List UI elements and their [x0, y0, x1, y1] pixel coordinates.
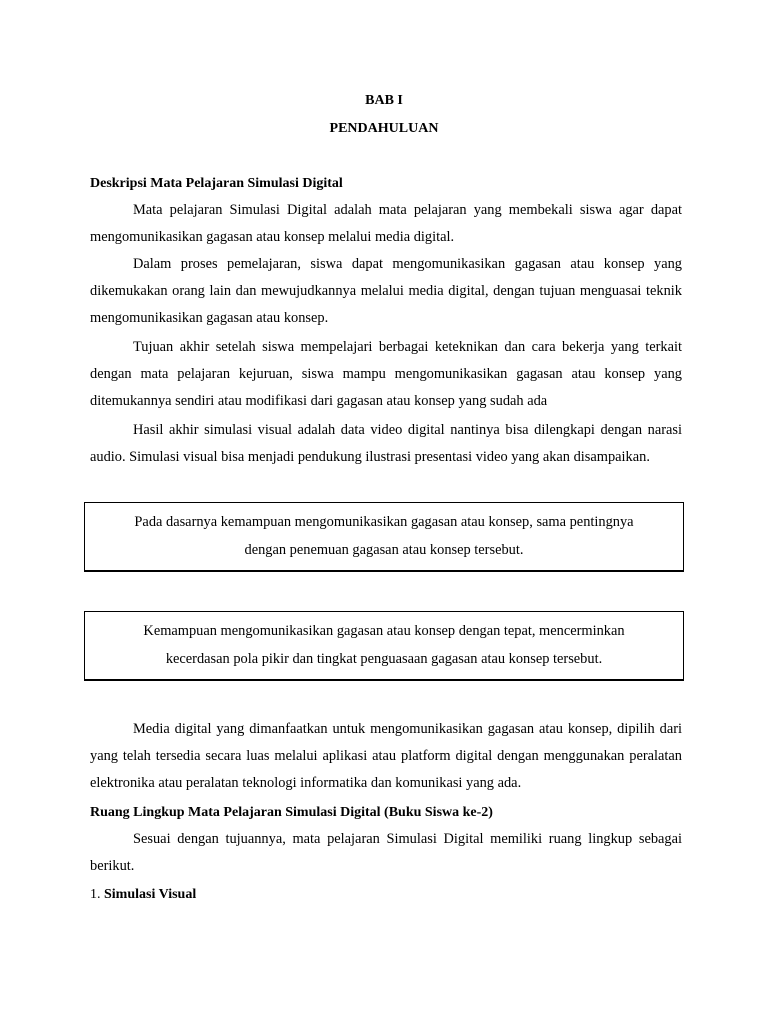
- paragraph-scope: Sesuai dengan tujuannya, mata pelajaran Simulasi Digital memiliki ruang lingkup sebagai berikut.: [90, 831, 682, 874]
- list-item-label: Simulasi Visual: [104, 887, 197, 902]
- paragraph-description-3: Tujuan akhir setelah siswa mempelajari berbagai keteknikan dan cara bekerja yang terkait dengan mata pelajaran kejuruan, siswa mampu mengomunikasikan gagasan atau konsep yang ditemukannya sendiri atau modifikasi dari gagasan atau konsep yang sudah ada: [90, 339, 682, 409]
- section-heading-scope: Ruang Lingkup Mata Pelajaran Simulasi Digital (Buku Siswa ke-2): [90, 805, 493, 820]
- callout-box-2: [84, 611, 684, 681]
- callout-box-1-line-2: dengan penemuan gagasan atau konsep tersebut.: [244, 542, 524, 558]
- callout-box-2-line-1: Kemampuan mengomunikasikan gagasan atau konsep dengan tepat, mencerminkan: [143, 623, 625, 639]
- chapter-number: BAB I: [365, 93, 403, 108]
- callout-box-2-line-2: kecerdasan pola pikir dan tingkat penguasaan gagasan atau konsep tersebut.: [165, 651, 603, 667]
- section-heading-description: Deskripsi Mata Pelajaran Simulasi Digital: [90, 176, 343, 191]
- callout-box-1-line-1: Pada dasarnya kemampuan mengomunikasikan gagasan atau konsep, sama pentingnya: [134, 514, 634, 530]
- list-item-number: 1.: [90, 887, 101, 902]
- paragraph-media-digital: Media digital yang dimanfaatkan untuk mengomunikasikan gagasan atau konsep, dipilih dari yang telah tersedia secara luas melalui aplikasi atau platform digital dengan menggunakan peralatan elektronika atau peralatan teknologi informatika dan komunikasi yang ada.: [90, 721, 682, 791]
- paragraph-description-4: Hasil akhir simulasi visual adalah data video digital nantinya bisa dilengkapi dengan narasi audio. Simulasi visual bisa menjadi pendukung ilustrasi presentasi video yang akan disampaikan.: [90, 422, 682, 465]
- callout-box-1: [84, 502, 684, 572]
- paragraph-description-2: Dalam proses pemelajaran, siswa dapat mengomunikasikan gagasan atau konsep yang dikemukakan orang lain dan mewujudkannya melalui media digital, dengan tujuan menguasai teknik mengomunikasikan gagasan atau konsep.: [90, 256, 682, 326]
- paragraph-description-1: Mata pelajaran Simulasi Digital adalah mata pelajaran yang membekali siswa agar dapat mengomunikasikan gagasan atau konsep melalui media digital.: [90, 202, 682, 245]
- chapter-title: PENDAHULUAN: [329, 121, 439, 136]
- list-item-simulasi-visual: [90, 887, 196, 903]
